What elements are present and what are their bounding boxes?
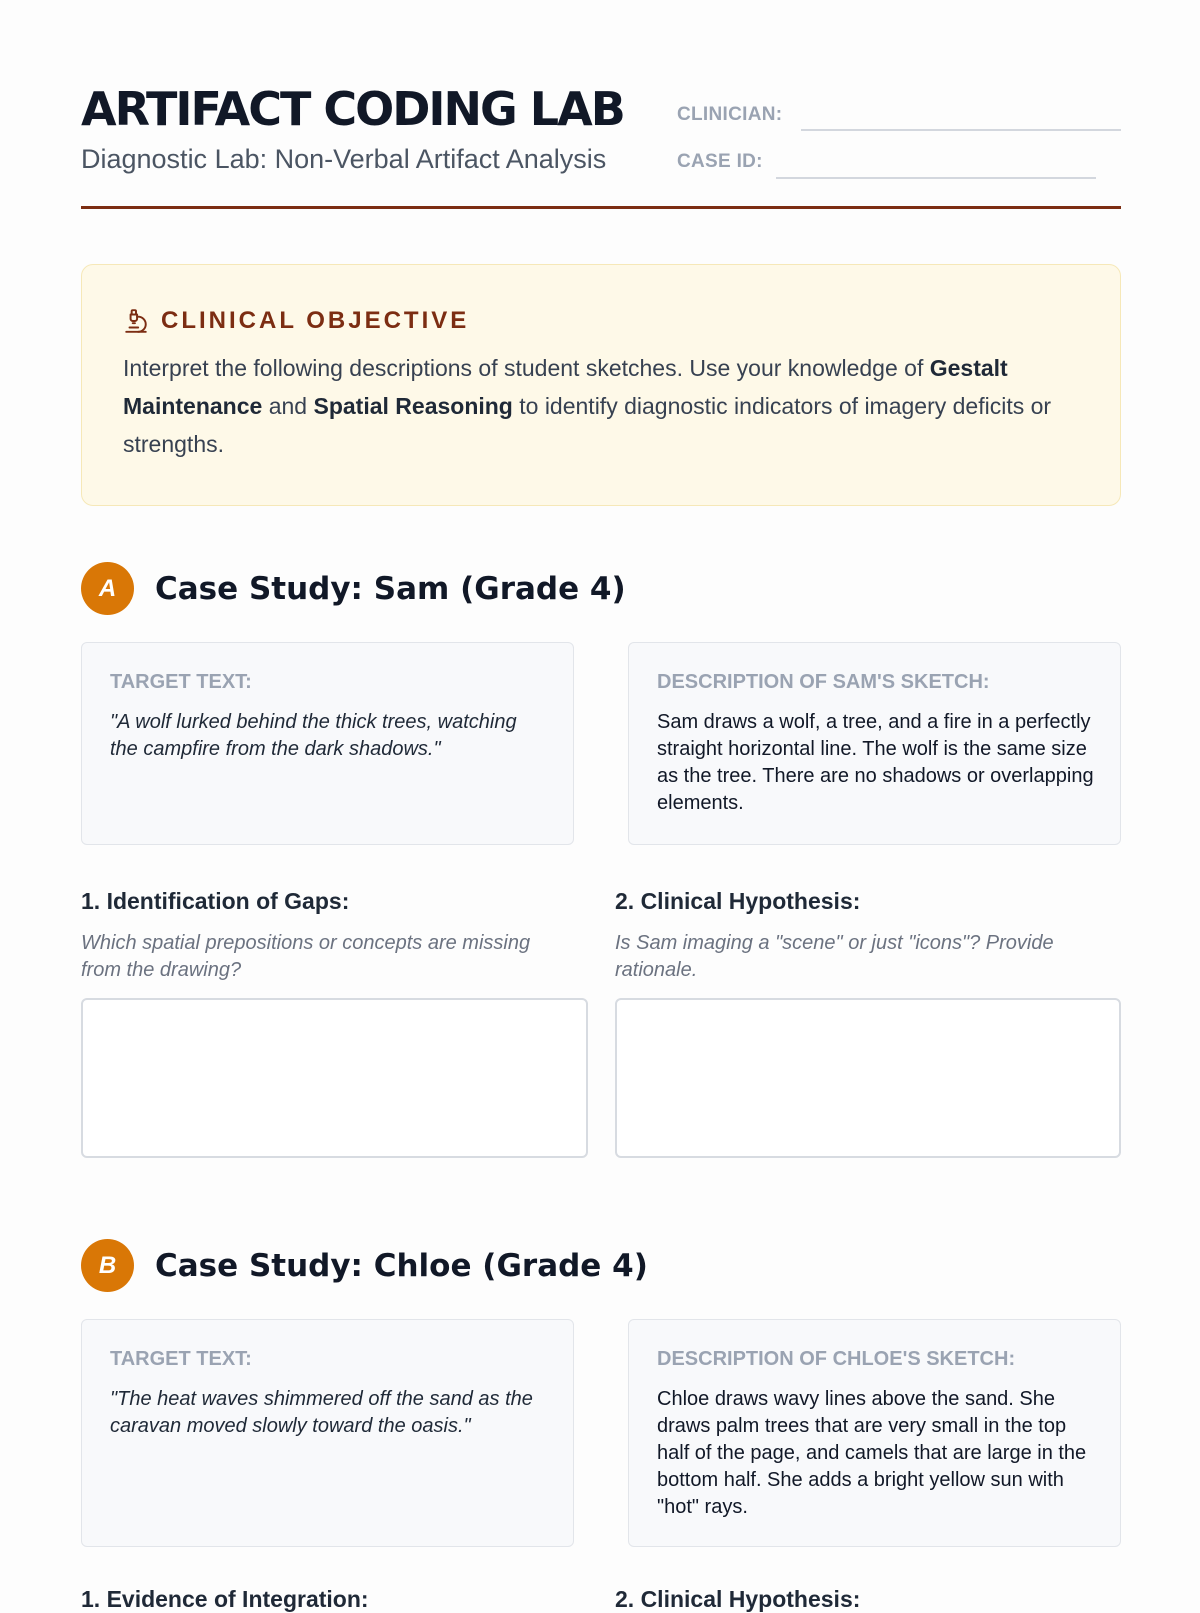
header-divider [81,206,1121,209]
question-2-title: 2. Clinical Hypothesis: [615,1586,861,1612]
case-b-heading [81,1239,648,1292]
clinical-objective-box [81,264,1121,506]
question-2-hint: Is Sam imaging a "scene" or just "icons"? Provide rationale. [615,932,1054,981]
page-title: ARTIFACT CODING LAB [81,82,624,136]
target-quote: "A wolf lurked behind the thick trees, watching the campfire from the dark shadows." [110,711,517,760]
case-id-field[interactable] [776,177,1096,179]
sketch-description-card [628,642,1121,845]
question-1-title: 1. Evidence of Integration: [81,1586,369,1612]
objective-title: CLINICAL OBJECTIVE [161,307,470,334]
answer-box-gaps[interactable] [81,998,588,1158]
clinician-field[interactable] [801,129,1121,131]
sketch-description: Chloe draws wavy lines above the sand. She draws palm trees that are very small in the top half of the page, and camels that are large in the bottom half. She adds a bright yellow sun with "hot" rays. [657,1388,1087,1518]
sketch-description: Sam draws a wolf, a tree, and a fire in a perfectly straight horizontal line. The wolf is the same size as the tree. There are no shadows or overlapping elements. [657,711,1094,814]
question-1-title: 1. Identification of Gaps: [81,888,350,914]
term-spatial: Spatial Reasoning [313,393,513,419]
sketch-description-card [628,1319,1121,1547]
case-id-label: CASE ID: [677,151,763,172]
card-label: TARGET TEXT: [110,671,252,693]
target-quote: "The heat waves shimmered off the sand as the caravan moved slowly toward the oasis." [110,1388,533,1437]
case-title: Case Study: Sam (Grade 4) [155,570,626,607]
case-badge: B [81,1239,134,1292]
case-a-heading [81,562,626,615]
target-text-card [81,642,574,845]
worksheet-header [81,82,1121,210]
case-badge: A [81,562,134,615]
term-gestalt: Gestalt Maintenance [123,355,1008,419]
question-2-title: 2. Clinical Hypothesis: [615,888,861,914]
objective-text: Interpret the following descriptions of student sketches. Use your knowledge of Gestalt Maintenance and Spatial Reasoning to identify diagnostic indicators of imagery deficits or strengths. [123,355,1052,457]
answer-box-hypothesis[interactable] [615,998,1121,1158]
card-label: TARGET TEXT: [110,1348,252,1370]
target-text-card [81,1319,574,1547]
question-1-hint: Which spatial prepositions or concepts are missing from the drawing? [81,932,531,981]
page-subtitle: Diagnostic Lab: Non-Verbal Artifact Analysis [81,144,607,174]
microscope-icon [123,308,149,334]
case-title: Case Study: Chloe (Grade 4) [155,1247,648,1284]
card-label: DESCRIPTION OF CHLOE'S SKETCH: [657,1348,1016,1370]
clinician-label: CLINICIAN: [677,104,783,125]
card-label: DESCRIPTION OF SAM'S SKETCH: [657,671,990,693]
